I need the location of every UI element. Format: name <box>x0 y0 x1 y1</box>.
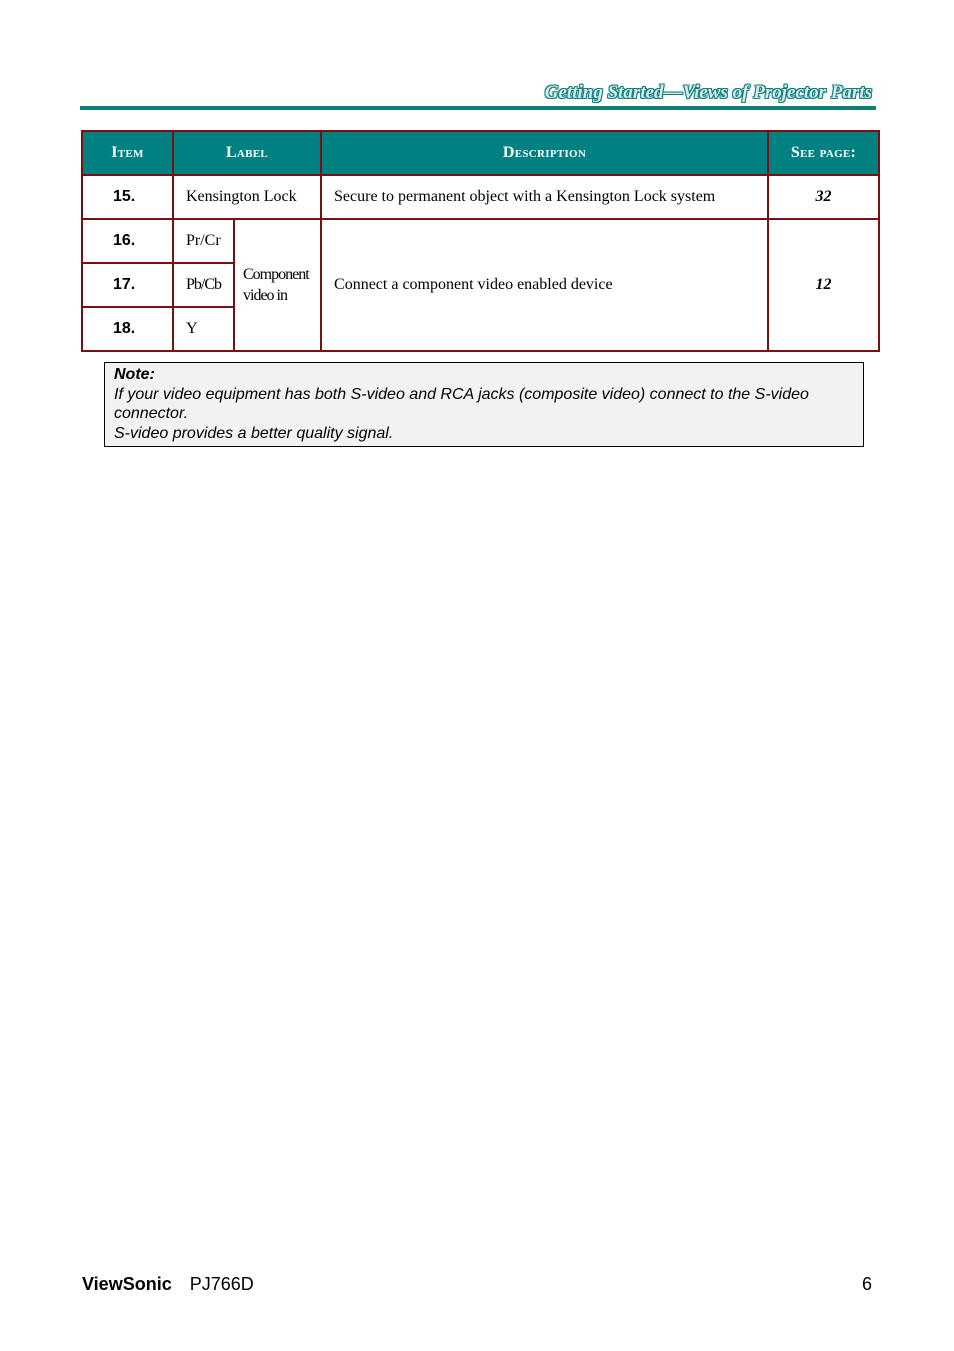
group-label: Component video in <box>234 219 321 351</box>
item-number: 18. <box>82 307 173 351</box>
table-row <box>82 219 879 263</box>
column-header-see-page: See page: <box>768 131 879 175</box>
header-divider <box>80 106 876 110</box>
note-box <box>104 362 864 447</box>
item-label: Y <box>173 307 234 351</box>
note-line: S-video provides a better quality signal. <box>114 424 394 442</box>
column-header-item: Item <box>82 131 173 175</box>
note-title: Note: <box>114 366 155 383</box>
page-header-title: Getting Started—Views of Projector Parts <box>544 82 872 103</box>
table-header-row <box>82 131 879 175</box>
item-label: Kensington Lock <box>173 175 321 219</box>
item-number: 15. <box>82 175 173 219</box>
column-header-description: Description <box>321 131 768 175</box>
item-label: Pr/Cr <box>173 219 234 263</box>
item-number: 16. <box>82 219 173 263</box>
page-footer <box>82 1274 254 1295</box>
group-page-ref: 12 <box>768 219 879 351</box>
parts-table <box>81 130 880 352</box>
column-header-label: Label <box>173 131 321 175</box>
footer-brand: ViewSonic <box>82 1274 172 1294</box>
group-description: Connect a component video enabled device <box>321 219 768 351</box>
note-line: If your video equipment has both S-video and RCA jacks (composite video) connect to the S-video connector. <box>114 385 809 422</box>
item-number: 17. <box>82 263 173 307</box>
page-number: 6 <box>861 1274 872 1294</box>
footer-model: PJ766D <box>189 1274 254 1294</box>
item-label: Pb/Cb <box>173 263 234 307</box>
table-row <box>82 175 879 219</box>
item-description: Secure to permanent object with a Kensington Lock system <box>321 175 768 219</box>
item-page-ref: 32 <box>768 175 879 219</box>
